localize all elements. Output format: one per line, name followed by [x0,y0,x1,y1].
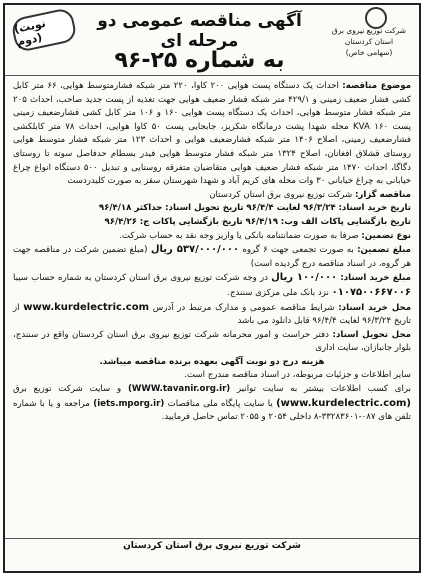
subject-paragraph [13,80,411,189]
title-line-2: به شماره ۲۵-۹۶ [114,48,285,73]
guarantee-label: نوع تضمین: [361,230,411,241]
subject-label: موضوع مناقصه: [342,81,412,91]
notice-title [75,11,324,71]
info-text-2: و سایت شرکت توزیع برق [13,384,122,395]
purchase-url-link[interactable]: www.kurdelectric.com [23,301,149,313]
organizer-paragraph [13,189,411,203]
amount-label: مبلغ تضمین: [357,245,411,256]
opening-a-value: ۹۶/۴/۱۹ [245,216,279,227]
title-line-1: آگهی مناقصه عمومی دو مرحله ای [97,11,302,51]
organizer-text: شرکت توزیع نیروی برق استان کردستان [209,189,353,200]
iets-url-link[interactable]: (iets.mporg.ir) [93,398,165,409]
amount-note: (مبلغ تضمین شرکت در مناقصه جهت هر گروه، در اسناد مناقصه درج گردیده است) [13,245,411,269]
opening-c-label: تاریخ بازگشایی پاکات ج: [139,216,243,227]
opening-paragraph [13,216,411,230]
info-text-1: برای کسب اطلاعات بیشتر به سایت توانیر [237,384,411,395]
price-value: ۱۰۰/۰۰۰ ریال [271,272,338,284]
purchase-date-label: تاریخ خرید اسناد: [338,203,411,214]
organizer-label: مناقصه گزار: [354,189,411,200]
dates-paragraph [13,202,411,216]
purchase-place-text-2: از تاریخ ۹۶/۳/۲۴ لغایت ۹۶/۴/۴ قابل دانلود می باشد [13,302,411,327]
account-number: ۰۱۰۷۵۰۰۶۶۷۰۰۶ [331,286,411,298]
amount-text: به صورت تجمعی جهت ۶ گروه [242,245,354,256]
guarantee-paragraph [13,230,411,244]
price-label: مبلغ خرید اسناد: [340,273,412,284]
notice-header [5,5,419,76]
delivery-date-value: حداکثر ۹۶/۴/۱۸ [98,203,163,214]
notice-body [5,76,419,425]
amount-paragraph [13,243,411,271]
info-text-4: مراجعه و یا با شماره تلفن های ۰۸۷-۳۳۲۸۳۶۰۱-۸ داخلی ۲۰۵۴ و ۲۰۵۵ تماس حاصل فرمایید. [13,398,411,423]
guarantee-text: صرفا به صورت ضمانتنامه بانکی یا واریز وجه نقد به حساب شرکت. [119,230,359,241]
opening-c-value: ۹۶/۴/۲۶ [104,216,138,227]
company-type: (سهامی خاص) [345,48,393,57]
delivery-date-label: تاریخ تحویل اسناد: [165,203,244,214]
purchase-date-value: ۹۶/۳/۲۴ لغایت ۹۶/۴/۴ [246,203,336,214]
subject-text: احداث یک دستگاه پست هوایی ۲۰۰ کاوا، ۲۲۰ متر شبکه فشارمتوسط هوایی، ۶۶ متر کابل کشی فشار ضعیف زمینی و ۴۲۹/۱ متر شبکه فشار ضعیف هوایی جهت تغذیه از پست جدید صاحب، احداث ۲۰۵ متر شبکه فشار متوسط هوایی، احداث یک دستگاه پست هوایی ۱۶۰ و ۱۰۶ متر کابل کشی فشارضعیف زمینی پست KVA ۱۶۰ محله شهدا پشت درمانگاه شکریز، جابجایی پست ۵۰ کاوا هوایی، احداث ۷۸ متر کابلکشی فشارضعیف زمینی، اصلاح ۱۴۰۶ متر شبکه فشارضعیف هوایی و احداث ۱۲۳ متر شبکه فشار متوسط هوایی روستای قشلاق افغانان، اصلاح ۱۳۲۴ متر شبکه فشار متوسط هوایی فیدر بسطام حدفاصل سوته تا روستای دگاگا، احداث ۱۴۷۰ متر شبکه فشار ضعیف هوایی متقاضیان متفرقه روستایی و تبدیل ۵۰۰ دستگاه انواع چراغ خیابانی به چراغ خیابانی ۳۰ وات محله های کریم آباد و شهدا شهرستان سقز به صورت کلیدردست [13,81,412,187]
account-note: نزد بانک ملی مرکزی سنندج. [227,287,329,298]
opening-a-label: تاریخ بازگشایی پاکات الف وب: [280,216,411,227]
notice-footer [5,538,419,571]
round-badge: (نوبت دوم) [10,7,78,53]
price-text: در وجه شرکت توزیع نیروی برق استان کردستان به شماره حساب سیبا [13,273,268,284]
more-info-line: سایر اطلاعات و جزئیات مربوطه، در اسناد مناقصه مندرج است. [184,370,411,381]
tender-notice [3,3,421,573]
footer-company: شرکت توزیع نیروی برق استان کردستان [123,541,301,551]
kurdelectric-url-link[interactable]: (www.kurdelectric.com) [276,397,411,409]
delivery-place-label: محل تحویل اسناد: [332,329,411,340]
price-paragraph [13,271,411,300]
ad-cost-note: هزینه درج دو نوبت آگهی بعهده برنده مناقصه میباشد. [99,356,325,367]
tavanir-url-link[interactable]: (WWW.tavanir.org.ir) [127,384,231,395]
company-block [325,25,413,58]
delivery-place-text: دفتر حراست و امور محرمانه شرکت توزیع نیروی برق استان کردستان واقع در سنندج، بلوار جانبازان، سایت اداری [13,329,411,354]
info-text-3: یا سایت پایگاه ملی مناقصات [167,398,273,409]
purchase-place-paragraph [13,301,411,329]
contact-paragraph [13,383,411,425]
amount-value: ۵۳۷/۰۰۰/۰۰۰ ریال [150,244,240,256]
company-name: شرکت توزیع نیروی برق استان کردستان [331,26,407,46]
delivery-place-paragraph [13,329,411,356]
purchase-place-label: محل خرید اسناد: [338,302,412,313]
purchase-place-text: شرایط مناقصه عمومی و مدارک مرتبط در آدرس [152,302,335,313]
